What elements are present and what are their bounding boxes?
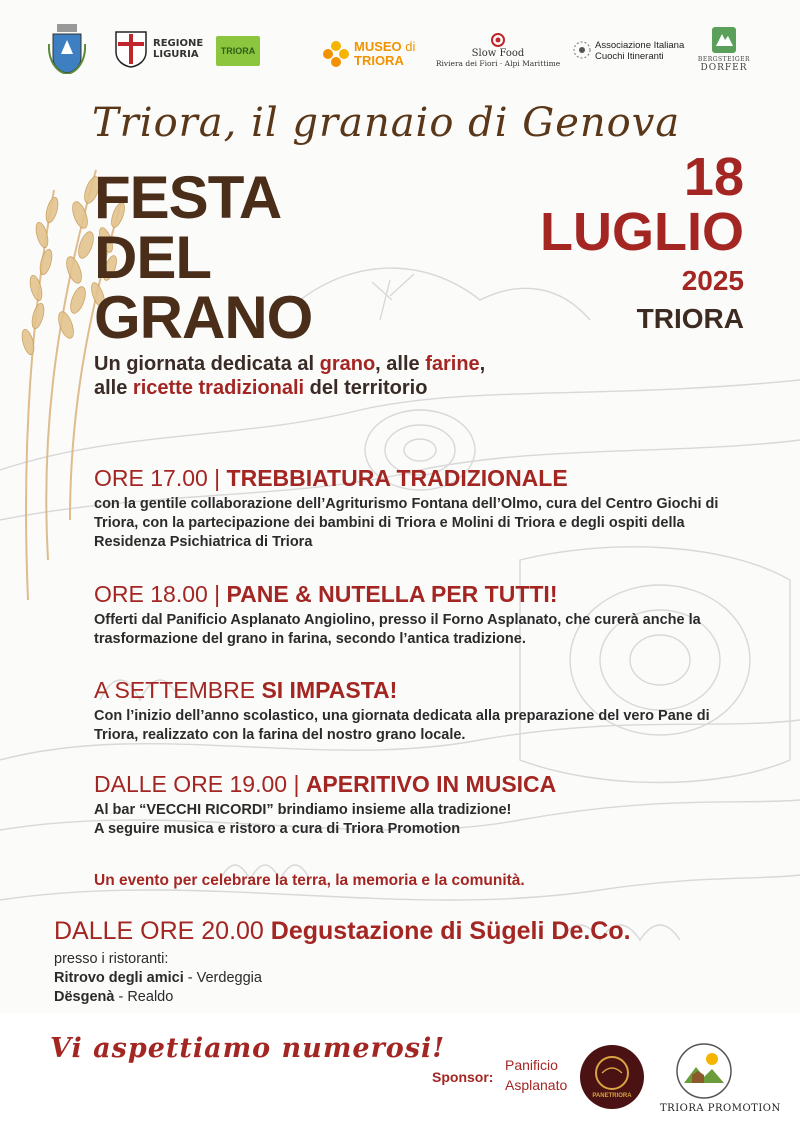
restaurant-name: Ritrovo degli amici xyxy=(54,970,184,986)
subtitle xyxy=(94,352,485,400)
triora-small-logo xyxy=(216,36,260,66)
comune-triora-crest-icon xyxy=(48,24,86,74)
regione-liguria-logo xyxy=(114,30,203,68)
event-title: APERITIVO IN MUSICA xyxy=(305,771,557,797)
event-date xyxy=(540,147,744,336)
date-day: 18 xyxy=(683,147,744,207)
event-description-line2: A seguire musica e ristoro a cura di Triora Promotion xyxy=(94,821,461,837)
subtitle-text: , alle xyxy=(375,353,426,375)
event-trebbiatura xyxy=(94,464,744,552)
museo-line1: MUSEO xyxy=(354,39,402,54)
subtitle-highlight-farine: farine xyxy=(425,353,480,375)
degust-intro: presso i ristoranti: xyxy=(54,951,169,967)
triora-promotion-text: TRIORA PROMOTION xyxy=(660,1103,781,1114)
sponsor-label: Sponsor: xyxy=(432,1069,494,1085)
title-grano: GRANO xyxy=(94,284,313,351)
snail-icon xyxy=(489,32,507,48)
partner-logos xyxy=(0,22,800,92)
date-place: TRIORA xyxy=(636,303,744,334)
restaurant-place: - Verdeggia xyxy=(183,970,262,986)
panetriora-logo-icon xyxy=(578,1043,646,1111)
event-time: ORE 17.00 | xyxy=(94,465,227,491)
welcome-message: Vi aspettiamo numerosi! xyxy=(50,1033,446,1064)
slow-food-logo xyxy=(435,32,561,68)
subtitle-text: del territorio xyxy=(304,377,428,399)
event-title: SI IMPASTA! xyxy=(261,677,398,703)
restaurant-place: - Realdo xyxy=(114,989,174,1005)
regione-line1: REGIONE xyxy=(153,38,204,49)
title-festa: FESTA xyxy=(94,164,282,231)
museo-triora-logo xyxy=(322,40,415,68)
event-description: Con l’inizio dell’anno scolastico, una giornata dedicata alla preparazione del vero Pane di Triora, realizzato con la farina del nostro grano locale. xyxy=(94,708,710,743)
triora-small-label: TRIORA xyxy=(220,46,256,56)
event-title: PANE & NUTELLA PER TUTTI! xyxy=(226,581,558,607)
cuochi-line1: Associazione Italiana xyxy=(595,40,685,51)
subtitle-highlight-ricette: ricette tradizionali xyxy=(132,377,305,399)
cuochi-line2: Cuochi Itineranti xyxy=(595,51,664,62)
sponsor-name xyxy=(505,1055,567,1095)
footer xyxy=(0,1013,800,1132)
closing-line: Un evento per celebrare la terra, la memoria e la comunità. xyxy=(94,872,525,889)
date-month: LUGLIO xyxy=(540,202,744,262)
date-year: 2025 xyxy=(681,265,744,296)
bergsteigerdorfer-logo xyxy=(694,26,754,73)
museo-di: di xyxy=(405,39,416,54)
event-si-impasta xyxy=(94,676,744,745)
slowfood-line2: Riviera dei Fiori · Alpi Marittime xyxy=(435,59,561,68)
subtitle-text: , xyxy=(479,353,486,375)
event-aperitivo xyxy=(94,770,744,839)
restaurant-name: Dësgenà xyxy=(54,989,115,1005)
sponsor-name-line2: Asplanato xyxy=(505,1077,568,1093)
event-time: A SETTEMBRE xyxy=(94,677,262,703)
triora-promotion-logo-icon xyxy=(674,1041,734,1101)
title-del: DEL xyxy=(94,224,211,291)
museo-flower-icon xyxy=(322,40,350,68)
subtitle-highlight-grano: grano xyxy=(319,353,376,375)
bergsteiger-line2: DORFER xyxy=(700,63,748,73)
event-pane-nutella xyxy=(94,580,744,649)
script-title: Triora, il granaio di Genova xyxy=(92,100,681,146)
panetriora-logo-text: PANETRIORA xyxy=(592,1093,632,1099)
degustazione xyxy=(54,916,631,1007)
museo-line2: TRIORA xyxy=(354,53,404,68)
degust-time: DALLE ORE 20.00 xyxy=(54,917,271,945)
event-description: con la gentile collaborazione dell’Agriturismo Fontana dell’Olmo, cura del Centro Giochi di Triora, con la partecipazione dei bambini di Triora e Molini di Triora e degli ospiti della Residenza Psichiatrica di Triora xyxy=(94,496,719,550)
degust-title: Degustazione di Sügeli De.Co. xyxy=(270,917,631,945)
slowfood-line1: Slow Food xyxy=(471,48,525,59)
event-description: Offerti dal Panificio Asplanato Angiolino, presso il Forno Asplanato, che curerà anche la trasformazione del grano in farina, secondo l’antica tradizione. xyxy=(94,612,701,647)
regione-line2: LIGURIA xyxy=(153,49,199,60)
event-time: ORE 18.00 | xyxy=(94,581,227,607)
event-time: DALLE ORE 19.00 | xyxy=(94,771,306,797)
cuochi-itineranti-logo xyxy=(572,40,684,62)
subtitle-text: alle xyxy=(94,377,133,399)
chef-star-icon xyxy=(572,40,592,62)
regione-liguria-shield-icon xyxy=(114,30,148,68)
event-title: TREBBIATURA TRADIZIONALE xyxy=(226,465,568,491)
bergsteiger-line1: BERGSTEIGER xyxy=(697,56,751,63)
sponsor-name-line1: Panificio xyxy=(505,1057,558,1073)
event-description-line1: Al bar “VECCHI RICORDI” brindiamo insieme alla tradizione! xyxy=(94,802,512,818)
subtitle-text: Un giornata dedicata al xyxy=(94,353,320,375)
bergsteiger-mountain-icon xyxy=(711,26,737,54)
